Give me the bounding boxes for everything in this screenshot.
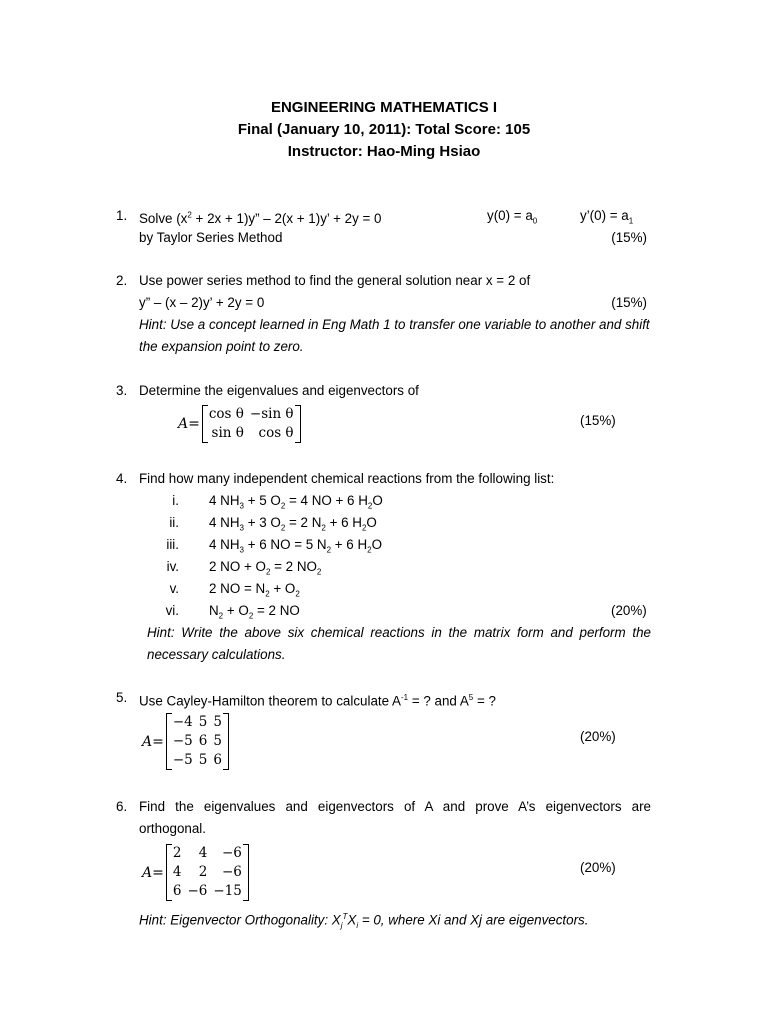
q6-prompt: Find the eigenvalues and eigenvectors of A and prove A’s eigenvectors are orthogonal. [139, 799, 651, 836]
matrix-cell: −5 [172, 752, 193, 768]
reaction-formula: 2 NO = $N_2 + O_2$ [209, 581, 300, 599]
reaction-number: iv. [166, 559, 179, 574]
matrix-cell: 5 [198, 714, 208, 730]
matrix-cell: 2 [172, 845, 182, 861]
matrix-cell: cos θ [208, 406, 244, 422]
matrix-cell: 4 [198, 845, 208, 861]
question-number: 6. [116, 799, 128, 814]
reaction-number: ii. [169, 515, 179, 530]
q1-condition-2: y’(0) = $a_1$ [580, 208, 634, 226]
q4-prompt: Find how many independent chemical reactions from the following list: [139, 471, 555, 486]
matrix-lhs: A= [178, 416, 200, 432]
matrix-cell: −6 [187, 883, 208, 899]
reaction-formula: 4 $NH_3 + 5$ $O_2 = 4$ NO + 6 $H_2O$ [209, 493, 383, 511]
q5-matrix [142, 713, 229, 770]
q4-hint: Hint: Write the above six chemical reactions in the matrix form and perform the necessary calculations. [147, 625, 651, 662]
q5-prompt: Use Cayley-Hamilton theorem to calculate $A^{-1}$ = ? and $A^5$ = ? [139, 693, 496, 709]
q6-matrix [142, 844, 249, 901]
exam-info: Final (January 10, 2011): Total Score: 105 [237, 121, 531, 138]
matrix-cell: cos θ [258, 425, 294, 441]
matrix-cell: sin θ [211, 425, 244, 441]
reaction-item [139, 600, 651, 622]
reaction-number: vi. [165, 603, 179, 618]
reaction-formula: 2 NO + $O_2 = 2$ $NO_2$ [209, 559, 322, 577]
q6-hint: Hint: Eigenvector Orthogonality: $X_j^TX_i = 0$, where Xi and Xj are eigenvectors. [139, 912, 589, 931]
reaction-item [139, 578, 651, 600]
matrix-lhs: A= [142, 864, 164, 881]
q3-matrix [178, 405, 301, 443]
question-number: 2. [116, 273, 128, 288]
q2-score: (15%) [611, 295, 647, 310]
question-number: 4. [116, 471, 128, 486]
reaction-formula: 4 $NH_3 + 6$ NO = 5 $N_2 + 6$ $H_2O$ [209, 537, 383, 555]
matrix-cell: −sin θ [249, 406, 294, 422]
question-number: 3. [116, 383, 128, 398]
reaction-number: iii. [166, 537, 179, 552]
matrix-lhs: A= [142, 733, 164, 750]
matrix-cell: 5 [213, 714, 222, 730]
q1-equation: Solve $(x^2 + 2x + 1)y$” – 2(x + 1)y’ + 2y = 0 [139, 211, 382, 227]
reaction-formula: 4 $NH_3 + 3$ $O_2 = 2$ $N_2 + 6$ $H_2O$ [209, 515, 377, 533]
matrix-cell: 6 [213, 752, 222, 768]
matrix-cell: 6 [198, 733, 208, 749]
q3-score: (15%) [580, 413, 616, 428]
exam-header [0, 97, 768, 163]
matrix-cell: −5 [172, 733, 193, 749]
q1-method: by Taylor Series Method [139, 230, 283, 245]
q2-prompt: Use power series method to find the general solution near x = 2 of [139, 273, 531, 288]
instructor: Instructor: Hao-Ming Hsiao [287, 143, 481, 160]
reaction-list [139, 490, 651, 622]
reaction-formula: $N_2 + O_2 = 2$ NO [209, 603, 300, 621]
matrix-cell: 5 [213, 733, 222, 749]
q1-score: (15%) [611, 230, 647, 245]
q2-equation: y” – (x – 2)y’ + 2y = 0 [139, 295, 265, 310]
reaction-item [139, 512, 651, 534]
q3-prompt: Determine the eigenvalues and eigenvectors of [139, 383, 419, 398]
matrix-cell: 4 [172, 864, 182, 880]
reaction-number: v. [169, 581, 179, 596]
matrix-cell: −15 [213, 883, 242, 899]
reaction-item [139, 534, 651, 556]
matrix-cell: −4 [172, 714, 193, 730]
matrix-cell: 5 [198, 752, 208, 768]
matrix-cell: 2 [198, 864, 208, 880]
matrix-cell: −6 [221, 864, 242, 880]
reaction-item [139, 556, 651, 578]
matrix-cell: 6 [172, 883, 182, 899]
course-title: ENGINEERING MATHEMATICS I [270, 99, 498, 116]
question-number: 1. [116, 208, 128, 223]
q2-hint: Hint: Use a concept learned in Eng Math 1 to transfer one variable to another and shift the expansion point to zero. [139, 317, 650, 354]
q5-score: (20%) [580, 729, 616, 744]
matrix-cell: −6 [221, 845, 242, 861]
reaction-number: i. [172, 493, 179, 508]
q1-condition-1: $y(0) = a_0$ [487, 208, 538, 226]
q4-score: (20%) [611, 603, 647, 618]
q6-score: (20%) [580, 860, 616, 875]
question-number: 5. [116, 690, 128, 705]
reaction-item [139, 490, 651, 512]
